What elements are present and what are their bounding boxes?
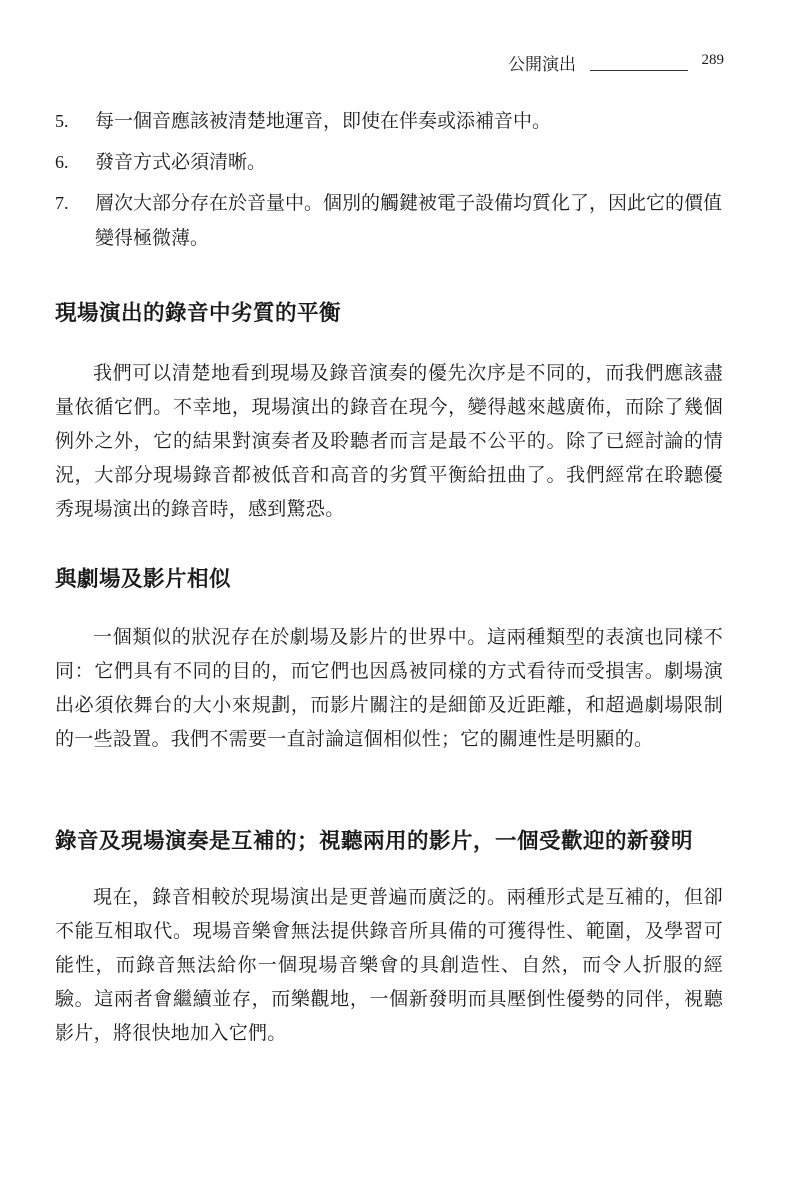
section-heading: 與劇場及影片相似 <box>55 567 232 592</box>
list-item <box>55 145 725 180</box>
section-paragraph: 一個類似的狀況存在於劇場及影片的世界中。這兩種類型的表演也同樣不同：它們具有不同的目的，而它們也因爲被同樣的方式看待而受損害。劇場演出必須依舞台的大小來規劃，而影片關注的是細節及近距離，和超過劇場限制的一些設置。我們不需要一直討論這個相似性；它的關連性是明顯的。 <box>55 626 723 750</box>
list-item-text: 發音方式必須清晰。 <box>95 151 267 173</box>
section-heading: 現場演出的錄音中劣質的平衡 <box>55 301 342 326</box>
numbered-list <box>55 104 725 256</box>
list-item <box>55 104 725 139</box>
list-item <box>55 186 725 256</box>
page-number: 289 <box>701 52 724 68</box>
running-head-title: 公開演出 <box>508 55 576 75</box>
running-head-rule <box>590 70 688 71</box>
list-item-number: 6. <box>55 152 69 172</box>
list-item-number: 7. <box>55 193 69 213</box>
section-heading: 錄音及現場演奏是互補的；視聽兩用的影片，一個受歡迎的新發明 <box>55 829 694 854</box>
section-paragraph: 現在，錄音相較於現場演出是更普遍而廣泛的。兩種形式是互補的，但卻不能互相取代。現場音樂會無法提供錄音所具備的可獲得性、範圍，及學習可能性，而錄音無法給你一個現場音樂會的具創造性、自然，而令人折服的經驗。這兩者會繼續並存，而樂觀地，一個新發明而具壓倒性優勢的同伴，視聽影片，將很快地加入它們。 <box>55 886 723 1044</box>
list-item-text: 層次大部分存在於音量中。個別的觸鍵被電子設備均質化了，因此它的價值變得極微薄。 <box>95 192 723 249</box>
section-paragraph: 我們可以清楚地看到現場及錄音演奏的優先次序是不同的，而我們應該盡量依循它們。不幸地，現場演出的錄音在現今，變得越來越廣佈，而除了幾個例外之外，它的結果對演奏者及聆聽者而言是最不公平的。除了已經討論的情況，大部分現場錄音都被低音和高音的劣質平衡給扭曲了。我們經常在聆聽優秀現場演出的錄音時，感到驚恐。 <box>55 362 723 520</box>
list-item-number: 5. <box>55 111 69 131</box>
list-item-text: 每一個音應該被清楚地運音，即使在伴奏或添補音中。 <box>95 110 552 132</box>
running-head <box>508 50 724 75</box>
